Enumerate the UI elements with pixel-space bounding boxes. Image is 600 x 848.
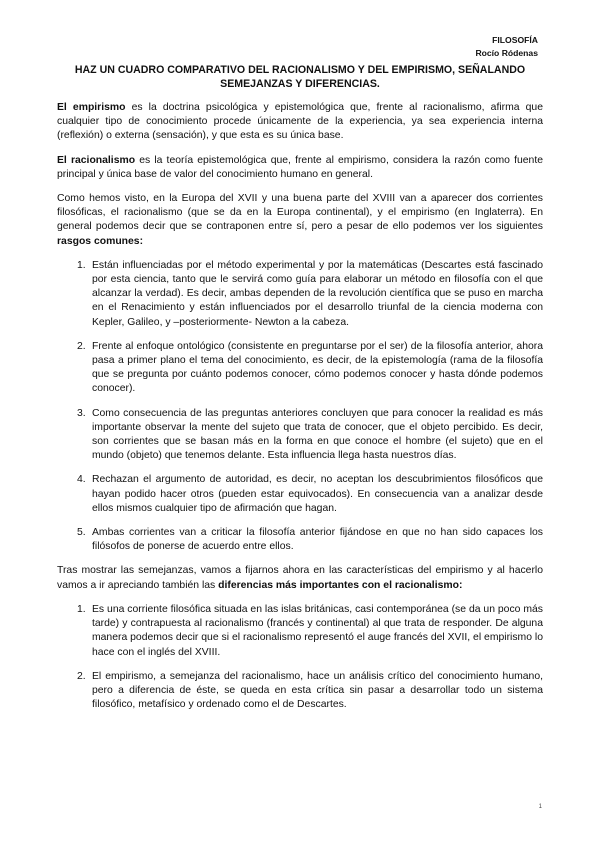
page-number: 1 — [538, 804, 542, 810]
racionalismo-definition — [57, 154, 543, 182]
document-title: HAZ UN CUADRO COMPARATIVO DEL RACIONALISMO Y DEL EMPIRISMO, SEÑALANDO SEMEJANZAS Y DIFERENCIAS. — [74, 64, 526, 90]
list-item-text: Es una corriente filosófica situada en las islas británicas, casi contemporánea (se da un poco más tarde) y contrapuesta al racionalismo (francés y continental) al que trata de responder. De alguna manera podemos decir que si el racionalismo representó el auge francés del XVII, el empirismo lo hace con el inglés del XVIII. — [92, 603, 543, 658]
list-item-number: 2. — [77, 670, 86, 682]
racionalismo-text: es la teoría epistemológica que, frente al empirismo, considera la razón como fuente principal y única base de valor del conocimiento humano en general. — [57, 154, 543, 180]
diferencias-intro — [57, 564, 543, 592]
subject-label: FILOSOFÍA — [492, 35, 538, 45]
list-item — [57, 603, 543, 660]
semejanzas-intro — [57, 192, 543, 249]
racionalismo-term: El racionalismo — [57, 154, 136, 166]
list-item-number: 1. — [77, 259, 86, 271]
list-item — [57, 670, 543, 713]
empirismo-text: es la doctrina psicológica y epistemológica que, frente al racionalismo, afirma que cualquier tipo de conocimiento procede únicamente de la experiencia, ya sea experiencia interna (reflexión) o externa (sensación), y que esta es su única base. — [57, 102, 543, 142]
author-name: Rocío Ródenas — [475, 48, 538, 58]
semejanzas-lead: Como hemos visto, en la Europa del XVII y una buena parte del XVIII van a aparecer dos corrientes filosóficas, el racionalismo (que se da en la Europa continental), y el empirismo (en Inglaterra). En general podemos decir que se contraponen entre sí, pero a pesar de ello podemos ver los siguientes — [57, 193, 543, 233]
empirismo-term: El empirismo — [57, 102, 126, 113]
list-item — [57, 473, 543, 516]
list-item-text: Como consecuencia de las preguntas anteriores concluyen que para conocer la realidad es más importante observar la mente del sujeto que trata de conocer, que el objeto percibido. Es decir, son corrientes que se basan más en la forma en que conoce el hombre (el sujeto) que en el mundo (objeto) que tenemos delante. Esta influencia llega hasta nuestros días. — [92, 407, 543, 462]
list-item-text: Rechazan el argumento de autoridad, es decir, no aceptan los descubrimientos filosóficos que hayan podido hacer otros (pueden estar equivocados). En consecuencia van a analizar desde ellos mismos cualquier tipo de afirmación que hagan. — [92, 474, 543, 514]
list-item — [57, 526, 543, 554]
page-header — [475, 34, 538, 60]
list-item-number: 5. — [77, 527, 86, 539]
list-item-number: 2. — [77, 340, 86, 352]
semejanzas-lead-bold: rasgos comunes: — [57, 235, 144, 247]
list-item-text: Frente al enfoque ontológico (consistente en preguntarse por el ser) de la filosofía anterior, ahora pasa a primer plano el tema del conocimiento, es decir, de la epistemología (rama de la filosofía que se pregunta por cuánto podemos conocer, cómo podemos conocer y hasta dónde podemos conocer). — [92, 340, 543, 395]
diferencias-list — [57, 603, 543, 712]
list-item-text: Están influenciadas por el método experimental y por la matemáticas (Descartes está fascinado por esta ciencia, tanto que le servirá como guía para elaborar un método en filosofía con el que alcanzar la verdad). Es decir, ambas dependen de la revolución científica que se puso en marcha en el Renacimiento y están influenciados por el desarrollo triunfal de la ciencia moderna con Kepler, Galileo, y –posteriormente- Newton a la cabeza. — [92, 259, 543, 328]
list-item — [57, 259, 543, 330]
list-item — [57, 340, 543, 397]
list-item-number: 1. — [77, 603, 86, 615]
list-item-number: 4. — [77, 474, 86, 486]
semejanzas-list — [57, 259, 543, 555]
list-item-number: 3. — [77, 407, 86, 419]
list-item — [57, 407, 543, 464]
diferencias-lead: Tras mostrar las semejanzas, vamos a fijarnos ahora en las características del empirismo y al hacerlo vamos a ir apreciando también las — [57, 565, 543, 591]
list-item-text: Ambas corrientes van a criticar la filosofía anterior fijándose en que no han sido capaces los filósofos de ponerse de acuerdo entre ellos. — [92, 527, 543, 553]
diferencias-lead-bold: diferencias más importantes con el racionalismo: — [218, 579, 463, 591]
list-item-text: El empirismo, a semejanza del racionalismo, hace un análisis crítico del conocimiento humano, pero a diferencia de éste, se queda en esta crítica sin pasar a desarrollar todo un sistema filosófico, metafísico y ordenado como el de Descartes. — [92, 670, 543, 711]
empirismo-definition — [57, 101, 543, 144]
document-body — [57, 101, 543, 722]
